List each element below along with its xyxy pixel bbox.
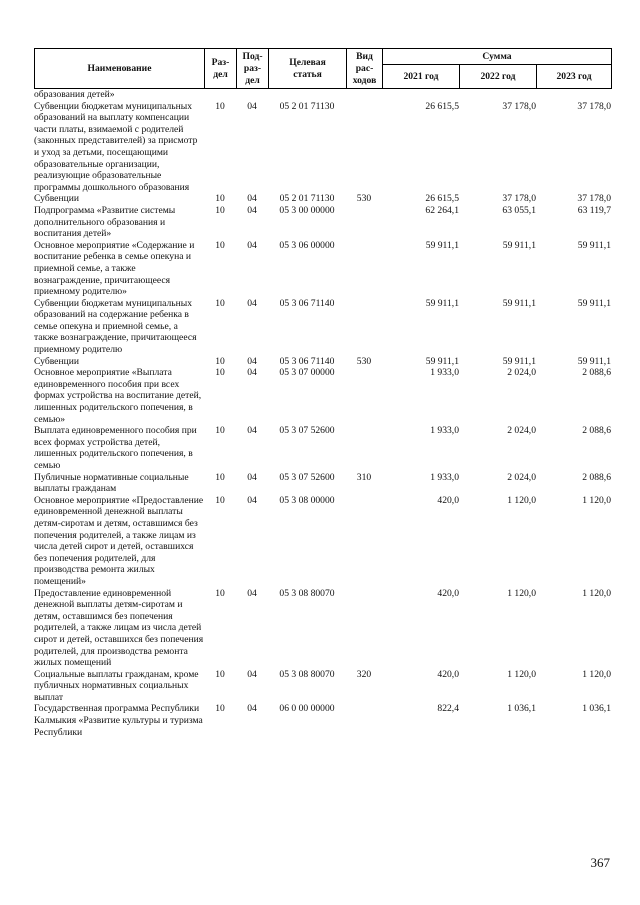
cell-y2023: 59 911,1 xyxy=(577,355,611,367)
header-razdel: Раз- дел xyxy=(205,49,237,89)
cell-y2021: 59 911,1 xyxy=(425,297,459,309)
table-row xyxy=(34,703,611,738)
cell-vid xyxy=(346,425,382,471)
cell-podrazdel: 04 xyxy=(247,239,257,251)
cell-y2023: 1 120,0 xyxy=(582,494,611,506)
cell-name: Государственная программа Республики Калмыкия «Развитие культуры и туризма Республики xyxy=(34,703,203,738)
cell-vid xyxy=(346,588,382,669)
cell-razdel xyxy=(204,89,236,101)
cell-celevaya: 05 3 06 00000 xyxy=(279,239,335,251)
cell-y2023: 1 036,1 xyxy=(582,703,611,715)
header-podrazdel: Под- раз- дел xyxy=(237,49,269,89)
cell-razdel: 10 xyxy=(215,668,225,680)
cell-celevaya: 05 3 07 52600 xyxy=(279,425,335,437)
cell-y2021: 1 933,0 xyxy=(430,425,459,437)
cell-y2023: 59 911,1 xyxy=(577,239,611,251)
cell-celevaya: 05 3 00 00000 xyxy=(279,204,335,216)
cell-celevaya: 05 2 01 71130 xyxy=(279,193,335,205)
page-number: 367 xyxy=(590,855,610,870)
cell-name: образования детей» xyxy=(34,89,115,100)
cell-vid: 530 xyxy=(356,355,372,367)
cell-razdel: 10 xyxy=(215,193,225,205)
cell-y2023: 2 088,6 xyxy=(582,471,611,483)
cell-podrazdel: 04 xyxy=(247,193,257,205)
cell-y2022: 2 024,0 xyxy=(507,425,536,437)
cell-podrazdel: 04 xyxy=(247,668,257,680)
cell-name: Социальные выплаты гражданам, кроме публичных нормативных социальных выплат xyxy=(34,668,199,703)
cell-y2021: 420,0 xyxy=(437,587,459,599)
table-row xyxy=(34,588,611,669)
cell-y2022: 37 178,0 xyxy=(502,193,536,205)
table-row xyxy=(34,89,611,101)
cell-vid: 320 xyxy=(356,668,372,680)
cell-podrazdel: 04 xyxy=(247,297,257,309)
table-row xyxy=(34,240,611,298)
table-row xyxy=(34,356,611,368)
cell-vid xyxy=(346,240,382,298)
cell-y2023: 37 178,0 xyxy=(577,193,611,205)
cell-podrazdel: 04 xyxy=(247,587,257,599)
cell-y2021: 1 933,0 xyxy=(430,471,459,483)
cell-y2023: 37 178,0 xyxy=(577,100,611,112)
cell-name: Основное мероприятие «Выплата единовременного пособия при всех формах устройства на воспитание детей, лишенных родительского попечения, в семью» xyxy=(34,367,202,425)
cell-razdel: 10 xyxy=(215,425,225,437)
cell-y2023 xyxy=(536,89,611,101)
cell-podrazdel: 04 xyxy=(247,425,257,437)
cell-vid xyxy=(346,298,382,356)
cell-razdel: 10 xyxy=(215,204,225,216)
cell-vid: 310 xyxy=(356,471,372,483)
cell-celevaya: 05 3 08 80070 xyxy=(279,668,335,680)
cell-celevaya: 05 3 07 52600 xyxy=(279,471,335,483)
cell-razdel: 10 xyxy=(215,100,225,112)
cell-y2022: 2 024,0 xyxy=(507,471,536,483)
cell-razdel: 10 xyxy=(215,471,225,483)
cell-celevaya: 05 3 08 80070 xyxy=(279,587,335,599)
cell-y2021: 62 264,1 xyxy=(425,204,459,216)
cell-y2022: 2 024,0 xyxy=(507,367,536,379)
cell-celevaya: 05 3 08 00000 xyxy=(279,494,335,506)
table-row xyxy=(34,298,611,356)
cell-y2023: 59 911,1 xyxy=(577,297,611,309)
cell-y2022: 59 911,1 xyxy=(502,355,536,367)
cell-celevaya: 05 2 01 71130 xyxy=(279,100,335,112)
cell-y2022: 63 055,1 xyxy=(502,204,536,216)
cell-y2021: 26 615,5 xyxy=(425,100,459,112)
cell-razdel: 10 xyxy=(215,587,225,599)
table-row xyxy=(34,472,611,495)
cell-podrazdel: 04 xyxy=(247,703,257,715)
cell-y2021: 822,4 xyxy=(437,703,459,715)
cell-razdel: 10 xyxy=(215,297,225,309)
header-year-2023: 2023 год xyxy=(537,65,612,89)
cell-name: Субвенции xyxy=(34,355,79,367)
cell-y2021 xyxy=(382,89,459,101)
cell-podrazdel: 04 xyxy=(247,355,257,367)
cell-celevaya xyxy=(268,89,346,101)
cell-podrazdel: 04 xyxy=(247,471,257,483)
cell-y2022: 59 911,1 xyxy=(502,297,536,309)
cell-name: Публичные нормативные социальные выплаты гражданам xyxy=(34,471,189,495)
table-row xyxy=(34,495,611,588)
table-header xyxy=(34,48,612,89)
table-row xyxy=(34,101,611,194)
cell-y2023: 1 120,0 xyxy=(582,587,611,599)
budget-table-page xyxy=(34,48,611,738)
cell-razdel: 10 xyxy=(215,239,225,251)
cell-name: Основное мероприятие «Предоставление единовременной денежной выплаты детям-сиротам и детям, оставшимся без попечения родителей, а также лицам из числа детей сирот и детей, оставшихся без попечения родителей, для производства ремонта жилых помещений» xyxy=(34,494,204,587)
cell-y2021: 1 933,0 xyxy=(430,367,459,379)
table-row xyxy=(34,669,611,704)
cell-y2021: 420,0 xyxy=(437,494,459,506)
table-body xyxy=(34,89,611,738)
table-row xyxy=(34,425,611,471)
table-row xyxy=(34,193,611,205)
cell-podrazdel xyxy=(236,89,268,101)
cell-y2022: 1 120,0 xyxy=(507,668,536,680)
cell-y2021: 420,0 xyxy=(437,668,459,680)
cell-name: Субвенции бюджетам муниципальных образований на выплату компенсации части платы, взимаемой с родителей (законных представителей) за присмотр и уход за детьми, посещающими образовательные организации, реализующие образовательные программы дошкольного образования xyxy=(34,100,198,193)
header-vid-rashodov: Вид рас- ходов xyxy=(347,49,383,89)
cell-y2022: 1 120,0 xyxy=(507,587,536,599)
cell-y2023: 2 088,6 xyxy=(582,425,611,437)
header-summa: Сумма xyxy=(383,49,612,65)
cell-name: Субвенции бюджетам муниципальных образований на содержание ребенка в семье опекуна и приемной семье, а также вознаграждение, причитающееся приемному родителю xyxy=(34,297,197,356)
header-year-2022: 2022 год xyxy=(460,65,537,89)
cell-vid xyxy=(346,495,382,588)
cell-celevaya: 05 3 06 71140 xyxy=(279,355,335,367)
cell-y2022 xyxy=(459,89,536,101)
cell-vid xyxy=(346,205,382,240)
cell-razdel: 10 xyxy=(215,367,225,379)
header-name: Наименование xyxy=(35,49,205,89)
cell-y2023: 2 088,6 xyxy=(582,367,611,379)
cell-vid xyxy=(346,703,382,738)
cell-y2022: 37 178,0 xyxy=(502,100,536,112)
cell-vid xyxy=(346,367,382,425)
cell-name: Подпрограмма «Развитие системы дополнительного образования и воспитания детей» xyxy=(34,204,176,240)
cell-podrazdel: 04 xyxy=(247,100,257,112)
cell-podrazdel: 04 xyxy=(247,367,257,379)
cell-podrazdel: 04 xyxy=(247,204,257,216)
cell-celevaya: 06 0 00 00000 xyxy=(279,703,335,715)
cell-name: Субвенции xyxy=(34,193,79,205)
cell-y2022: 1 120,0 xyxy=(507,494,536,506)
cell-podrazdel: 04 xyxy=(247,494,257,506)
cell-name: Предоставление единовременной денежной выплаты детям-сиротам и детям, оставшимся без попечения родителей, а также лицам из числа детей сирот и детей, оставшихся без попечения родителей, для производства ремонта жилых помещений xyxy=(34,587,204,669)
cell-y2023: 63 119,7 xyxy=(577,204,611,216)
cell-celevaya: 05 3 07 00000 xyxy=(279,367,335,379)
cell-y2023: 1 120,0 xyxy=(582,668,611,680)
cell-y2022: 59 911,1 xyxy=(502,239,536,251)
cell-y2021: 59 911,1 xyxy=(425,355,459,367)
cell-razdel: 10 xyxy=(215,494,225,506)
table-row xyxy=(34,205,611,240)
cell-vid: 530 xyxy=(356,193,372,205)
header-year-2021: 2021 год xyxy=(383,65,460,89)
cell-y2021: 59 911,1 xyxy=(425,239,459,251)
cell-vid xyxy=(346,101,382,194)
table-row xyxy=(34,367,611,425)
cell-y2021: 26 615,5 xyxy=(425,193,459,205)
header-celevaya-statya: Целевая статья xyxy=(269,49,347,89)
cell-name: Выплата единовременного пособия при всех формах устройства детей, лишенных родительского попечения, в семью xyxy=(34,425,197,471)
cell-name: Основное мероприятие «Содержание и воспитание ребенка в семье опекуна и приемной семье, а также вознаграждение, причитающееся приемному родителю» xyxy=(34,239,195,298)
cell-vid xyxy=(346,89,382,101)
cell-razdel: 10 xyxy=(215,703,225,715)
cell-celevaya: 05 3 06 71140 xyxy=(279,297,335,309)
cell-razdel: 10 xyxy=(215,355,225,367)
cell-y2022: 1 036,1 xyxy=(507,703,536,715)
